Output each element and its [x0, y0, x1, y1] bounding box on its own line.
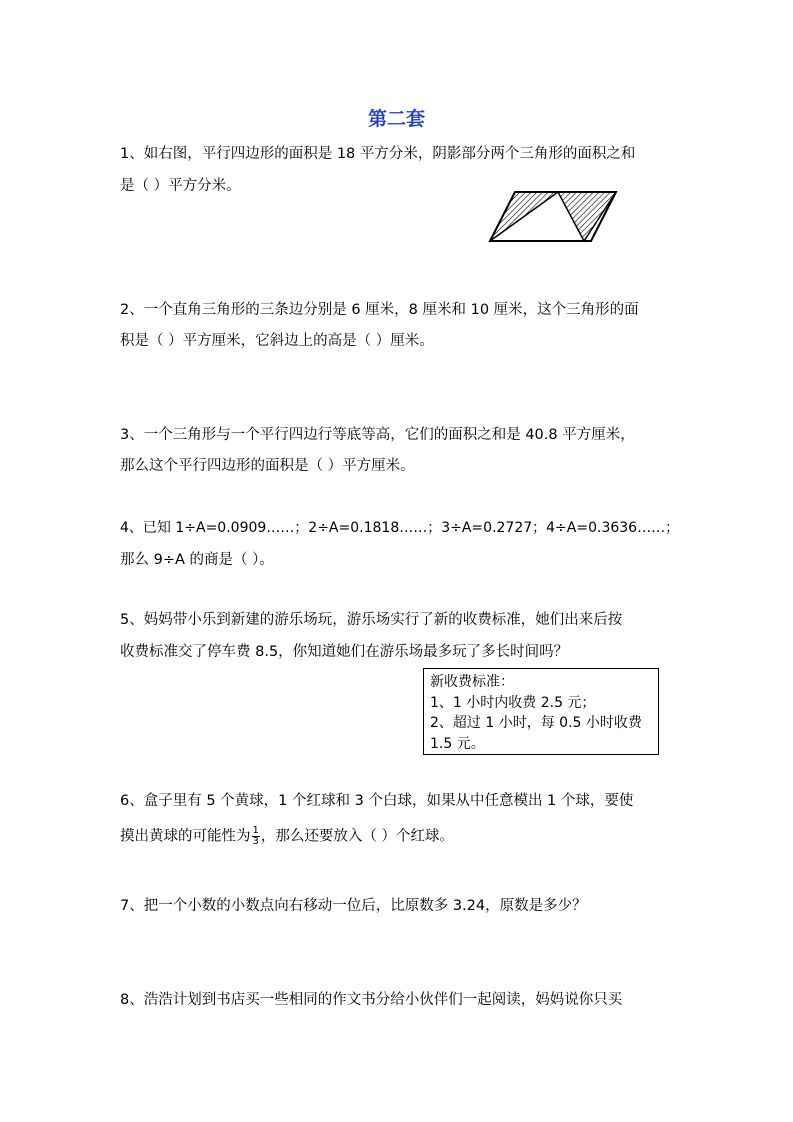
- shaded-triangle-right: [558, 192, 616, 241]
- page-title: 第二套: [367, 108, 425, 130]
- fee-rule-1: 1、1 小时内收费 2.5 元；: [430, 694, 596, 711]
- q6-line2: [120, 826, 680, 847]
- fee-box-header: 新收费标准：: [430, 674, 514, 690]
- q5-line2: 收费标准交了停车费 8.5，你知道她们在游乐场最多玩了多长时间吗？: [120, 644, 569, 660]
- q4-line1: 4、已知 1÷A=0.0909……；2÷A=0.1818……；3÷A=0.2727；4÷A=0.3636……；: [120, 520, 680, 536]
- q3-line2: 那么这个平行四边形的面积是（ ）平方厘米。: [120, 458, 415, 474]
- fee-rule-2a: 2、超过 1 小时，每 0.5 小时收费: [430, 715, 642, 731]
- q6-line2-post: ，那么还要放入（ ）个红球。: [260, 828, 454, 845]
- fraction-numerator: 1: [252, 825, 259, 836]
- q6-line1: 6、盒子里有 5 个黄球，1 个红球和 3 个白球，如果从中任意模出 1 个球，要使: [120, 793, 634, 809]
- probability-fraction: [252, 826, 260, 847]
- q2-line1: 2、一个直角三角形的三条边分别是 6 厘米，8 厘米和 10 厘米，这个三角形的面: [120, 302, 639, 318]
- q4-line2: 那么 9÷A 的商是（ ）。: [120, 552, 274, 568]
- q7-line1: 7、把一个小数的小数点向右移动一位后，比原数多 3.24，原数是多少？: [120, 898, 587, 914]
- fee-standard-box: [423, 668, 659, 755]
- parallelogram-figure: [486, 186, 622, 244]
- fee-rule-2b: 1.5 元。: [430, 735, 485, 752]
- q1-line1: 1、如右图，平行四边形的面积是 18 平方分米，阴影部分两个三角形的面积之和: [120, 146, 636, 162]
- q5-line1: 5、妈妈带小乐到新建的游乐场玩，游乐场实行了新的收费标准，她们出来后按: [120, 612, 623, 628]
- fraction-denominator: 3: [252, 836, 259, 847]
- q2-line2: 积是（ ）平方厘米，它斜边上的高是（ ）厘米。: [120, 333, 434, 349]
- q6-line2-pre: 摸出黄球的可能性为: [120, 828, 251, 845]
- shaded-triangle-left: [490, 192, 558, 241]
- q1-line2: 是（ ）平方分米。: [120, 178, 241, 194]
- q3-line1: 3、一个三角形与一个平行四边行等底等高，它们的面积之和是 40.8 平方厘米，: [120, 427, 635, 443]
- q8-line1: 8、浩浩计划到书店买一些相同的作文书分给小伙伴们一起阅读，妈妈说你只买: [120, 992, 623, 1008]
